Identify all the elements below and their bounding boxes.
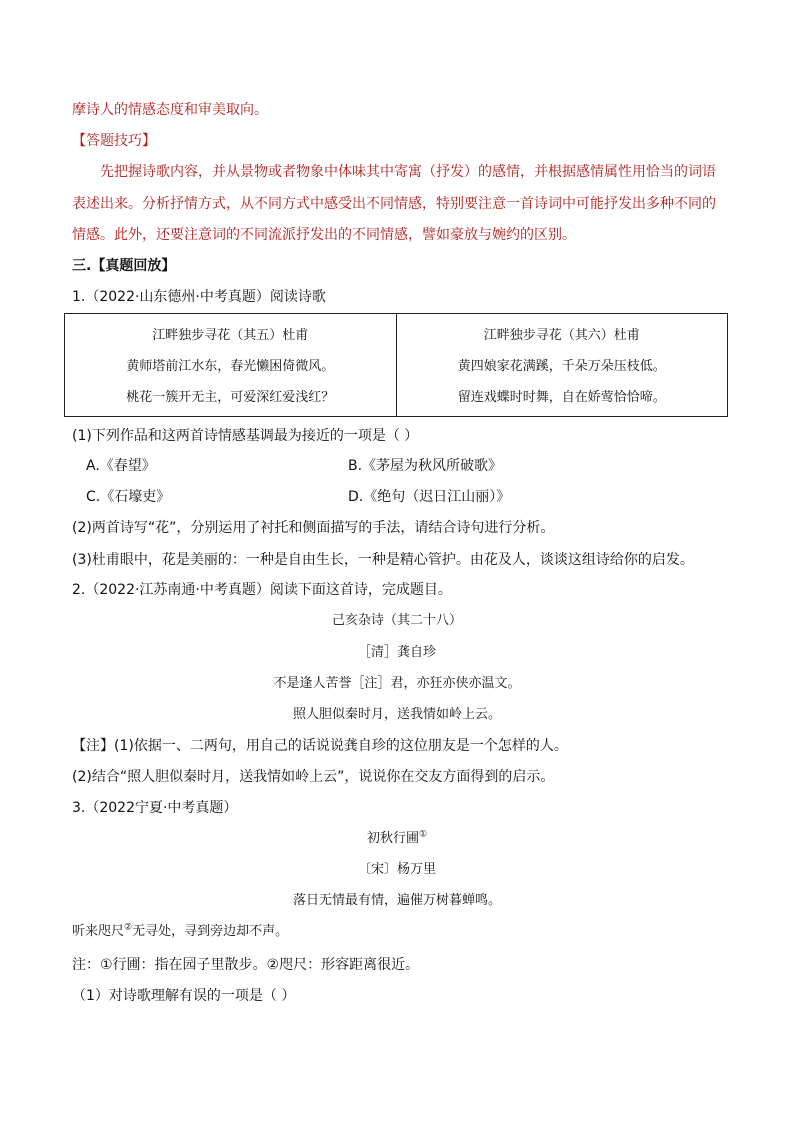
q3-footnote-mark-2: ② <box>124 922 133 933</box>
q3-poem-title-text: 初秋行圃 <box>366 831 419 846</box>
q1-poem-table <box>64 313 728 417</box>
section-title: 三.【真题回放】 <box>72 258 176 274</box>
q1-option-a: A.《春望》 <box>86 458 156 474</box>
q2-poem-line-1: 不是逢人苦誉［注］君，亦狂亦侠亦温文。 <box>273 676 521 691</box>
q2-sub2: (2)结合“照人胆似秦时月，送我情如岭上云”，说说你在交友方面得到的启示。 <box>72 769 555 785</box>
q3-header: 3.（2022宁夏·中考真题） <box>72 800 238 816</box>
tips-line-1: 先把握诗歌内容，并从景物或者物象中体味其中寄寓（抒发）的感情，并根据感情属性用恰当的词语 <box>100 164 716 180</box>
q3-poem-line-1: 落日无情最有情，遍催万树暮蝉鸣。 <box>292 893 501 908</box>
q1-sub3: (3)杜甫眼中，花是美丽的：一种是自由生长，一种是精心管护。由花及人，谈谈这组诗给你的启发。 <box>72 552 694 568</box>
q3-poem-author: 〔宋〕杨万里 <box>357 862 436 877</box>
q1-header: 1.（2022·山东德州·中考真题）阅读诗歌 <box>72 289 326 305</box>
q2-poem-line-2: 照人胆似秦时月，送我情如岭上云。 <box>292 707 501 722</box>
poem-right-title: 江畔独步寻花（其六）杜甫 <box>483 328 640 343</box>
poem-right-line-1: 黄四娘家花满蹊，千朵万朵压枝低。 <box>457 359 666 374</box>
tips-line-2: 表述出来。分析抒情方式，从不同方式中感受出不同情感，特别要注意一首诗词中可能抒发出多种不同的 <box>72 196 716 212</box>
poem-left-line-2: 桃花一簇开无主，可爱深红爱浅红？ <box>126 390 335 405</box>
poem-left-line-1: 黄师塔前江水东，春光懒困倚微风。 <box>126 359 335 374</box>
q1-option-c: C.《石壕吏》 <box>86 489 171 505</box>
q2-poem-author: ［清］龚自珍 <box>357 645 436 660</box>
q3-poem-line-2-part-b: 无寻处，寻到旁边却不声。 <box>132 924 289 939</box>
q3-note: 注：①行圃：指在园子里散步。②咫尺：形容距离很近。 <box>72 957 420 973</box>
poem-right-cell <box>396 314 728 417</box>
q3-poem-title <box>0 829 794 849</box>
q2-header: 2.（2022·江苏南通·中考真题）阅读下面这首诗，完成题目。 <box>72 582 452 598</box>
q3-footnote-mark-1: ① <box>418 829 428 840</box>
q3-poem-line-2-part-a: 听来咫尺 <box>72 924 125 939</box>
q1-sub2: (2)两首诗写“花”，分别运用了衬托和侧面描写的手法，请结合诗句进行分析。 <box>72 520 555 536</box>
tips-heading: 【答题技巧】 <box>72 133 156 149</box>
tips-line-3: 情感。此外，还要注意词的不同流派抒发出的不同情感，譬如豪放与婉约的区别。 <box>72 227 576 243</box>
q3-sub1: （1）对诗歌理解有误的一项是（ ） <box>72 988 296 1004</box>
intro-tail: 摩诗人的情感态度和审美取向。 <box>72 102 268 118</box>
q2-note-line: 【注】(1)依据一、二两句，用自己的话说说龚自珍的这位朋友是一个怎样的人。 <box>72 738 568 754</box>
q2-poem-title: 己亥杂诗（其二十八） <box>331 613 462 628</box>
poem-left-title: 江畔独步寻花（其五）杜甫 <box>152 328 309 343</box>
q1-sub1: (1)下列作品和这两首诗情感基调最为接近的一项是（ ） <box>72 428 419 444</box>
q1-option-d: D.《绝句（迟日江山丽）》 <box>348 489 511 505</box>
poem-right-line-2: 留连戏蝶时时舞，自在娇莺恰恰啼。 <box>457 390 666 405</box>
poem-left-cell <box>65 314 397 417</box>
q3-poem-line-2 <box>72 922 288 942</box>
q1-option-b: B.《茅屋为秋风所破歌》 <box>348 458 503 474</box>
